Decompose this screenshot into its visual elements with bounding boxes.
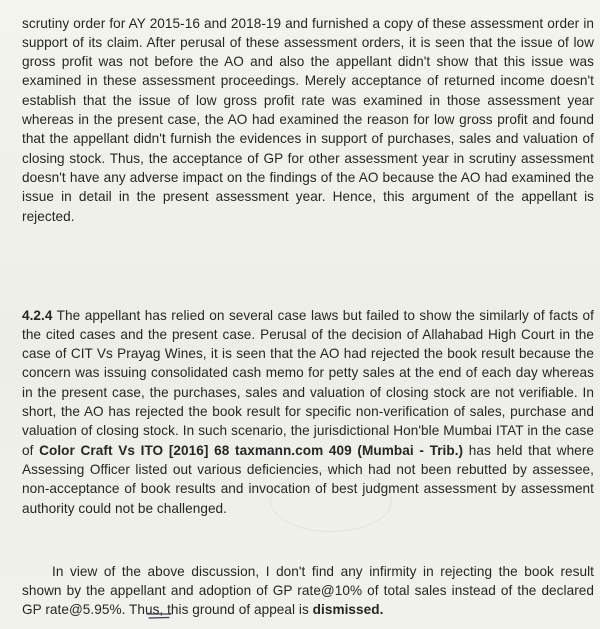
paragraph-rejection-of-argument: scrutiny order for AY 2015-16 and 2018-19 and furnished a copy of these assessment order in support of its claim. After perusal of these assessment orders, it is seen that the issue of low gross profit was not before the AO and also the appellant didn't show that this issue was examined in these assessment proceedings. Merely acceptance of returned income doesn't establish that the issue of low gross profit rate was examined in those assessment year whereas in the present case, the AO had examined the reason for low gross profit and found that the appellant didn't furnish the evidences in support of purchases, sales and valuation of closing stock. Thus, the acceptance of GP for other assessment year in scrutiny assessment doesn't have any adverse impact on the findings of the AO because the AO had examined the issue in detail in the present assessment year. Hence, this argument of the appellant is rejected. <box>22 15 594 224</box>
case-citation: Color Craft Vs ITO [2016] 68 taxmann.com 409 (Mumbai - Trib.) <box>39 442 464 458</box>
verdict-dismissed: dismissed. <box>312 602 384 618</box>
paragraph-4-2-4-text-b: has held that where Assessing Officer listed out various deficiencies, which had not been rebutted by assessee, non-acceptance of book results and invocation of best judgment assessment by assessment authority could not be challenged. <box>22 442 594 516</box>
paragraph-conclusion <box>22 562 594 620</box>
paragraph-4-2-4 <box>22 306 594 518</box>
section-number: 4.2.4 <box>22 307 53 323</box>
handwritten-underline-mark <box>146 612 172 620</box>
paragraph-4-2-4-text-a: The appellant has relied on several case laws but failed to show the similarly of facts of the cited cases and the present case. Perusal of the decision of Allahabad High Court in the case of CIT Vs Prayag Wines, it is seen that the AO had rejected the book result because the concern was issuing consolidated cash memo for petty sales at the end of each day whereas in the present case, the purchases, sales and valuation of closing stock are not verifiable. In short, the AO has rejected the book result for specific non-verification of sales, purchase and valuation of closing stock. In such scenario, the jurisdictional Hon'ble Mumbai ITAT in the case of <box>22 307 594 458</box>
conclusion-text: In view of the above discussion, I don't find any infirmity in rejecting the book result shown by the appellant and adoption of GP rate@10% of total sales instead of the declared GP rate@5.95%. Thus, this ground of appeal is <box>22 563 594 618</box>
